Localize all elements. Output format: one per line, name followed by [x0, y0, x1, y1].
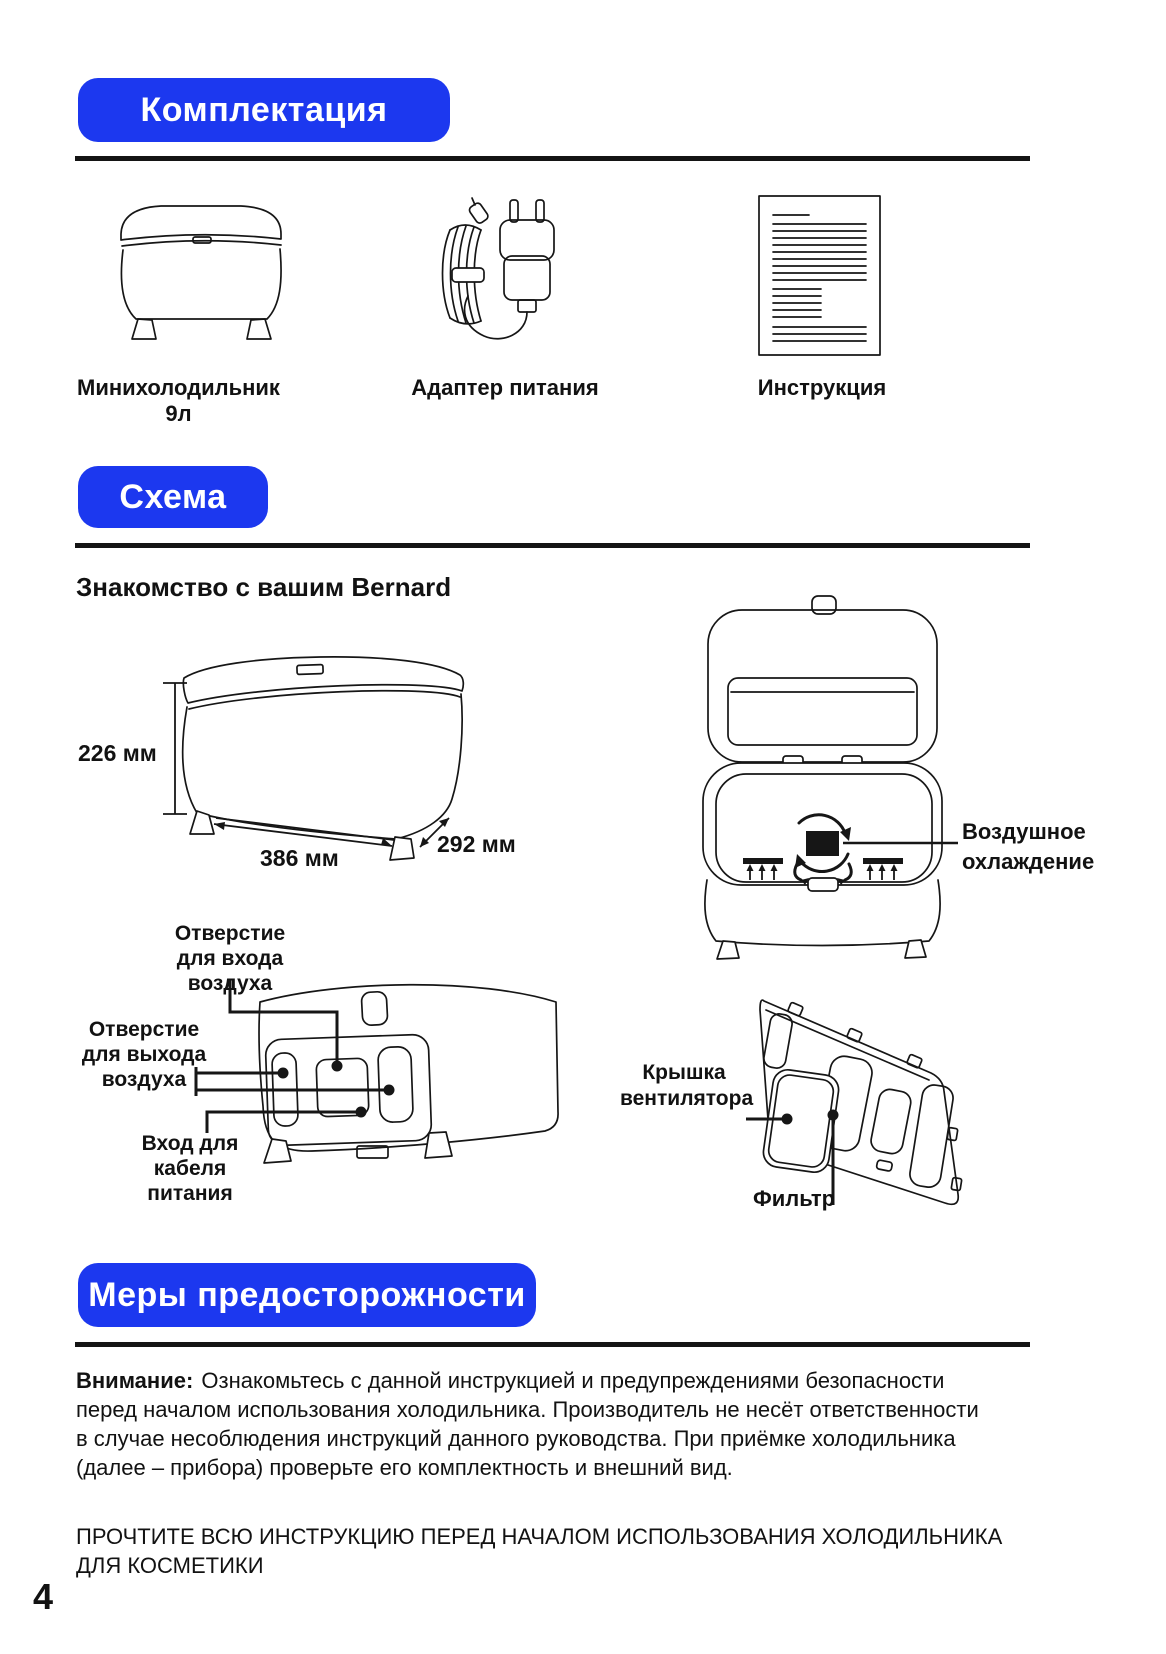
callout-air-outlet: Отверстие для выхода воздуха: [81, 1018, 207, 1091]
warning-text: Ознакомьтесь с данной инструкцией и предупреждениями безопасности перед началом использования холодильника. Производитель не несёт ответственности в случае несоблюдения инструкций данного руководства. При приёмке холодильника (далее – прибора) проверьте его комплектность и внешний вид.: [76, 1368, 979, 1480]
power-adapter-icon: [430, 196, 570, 360]
callout-air-inlet: Отверстие для входа воздуха: [174, 922, 286, 995]
read-notice: ПРОЧТИТЕ ВСЮ ИНСТРУКЦИЮ ПЕРЕД НАЧАЛОМ ИСПОЛЬЗОВАНИЯ ХОЛОДИЛЬНИКА ДЛЯ КОСМЕТИКИ: [76, 1524, 1003, 1578]
dimension-depth-label: 292 мм: [437, 831, 516, 857]
warning-paragraph: [76, 1366, 981, 1482]
dimension-width-label: 386 мм: [260, 845, 339, 871]
callout-filter: Фильтр: [753, 1186, 836, 1211]
bottom-view-leaders: [196, 979, 395, 1133]
section-title-scheme: Схема: [78, 466, 268, 528]
closed-fridge-drawing: [183, 657, 464, 860]
section-divider: [75, 1342, 1030, 1347]
mini-fridge-icon: [113, 200, 290, 345]
dimension-height-label: 226 мм: [78, 740, 157, 766]
package-item-label: Адаптер питания: [411, 375, 599, 400]
callout-cable-inlet: Вход для кабеля питания: [141, 1132, 239, 1205]
package-item-label: Инструкция: [757, 375, 887, 400]
package-item-label: Минихолодильник 9л: [77, 375, 280, 426]
section-title-package: Комплектация: [78, 78, 450, 142]
section-divider: [75, 156, 1030, 161]
manual-icon: [757, 194, 883, 358]
section-title-precautions: Меры предосторожности: [78, 1263, 536, 1327]
warning-label: Внимание:: [76, 1368, 194, 1393]
back-panel-drawing: [760, 1000, 962, 1204]
scheme-subtitle: Знакомство с вашим Bernard: [76, 572, 452, 602]
page-number: 4: [33, 1576, 54, 1617]
scheme-diagrams: [0, 540, 1166, 1230]
open-fridge-drawing: [703, 596, 942, 959]
callout-air-cooling: Воздушное охлаждение: [962, 819, 1095, 874]
callout-fan-cover: Крышка вентилятора: [620, 1061, 754, 1110]
